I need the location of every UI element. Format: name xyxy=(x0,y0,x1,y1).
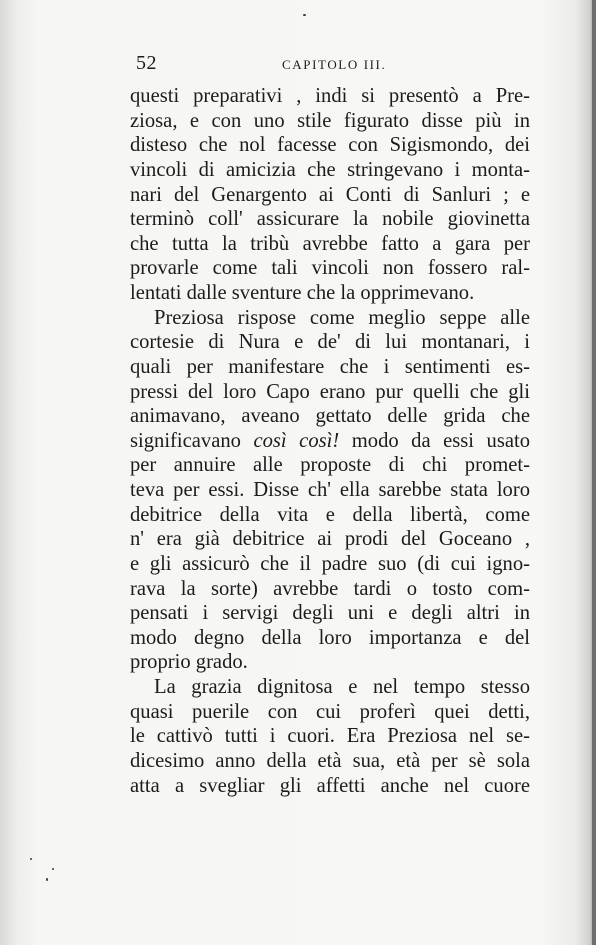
text-line: dicesimo anno della età sua, età per sè sola xyxy=(130,749,530,772)
text-line: per annuire alle proposte di chi promet- xyxy=(130,454,530,477)
paragraph-start-line: Preziosa rispose come meglio seppe alle xyxy=(154,306,530,329)
text-line: pressi del loro Capo erano pur quelli che gli xyxy=(130,380,530,403)
text-segment: modo da essi usato xyxy=(351,429,531,452)
text-line: quali per manifestare che i sentimenti es- xyxy=(130,355,530,378)
paper-speck xyxy=(30,858,32,860)
text-line: disteso che nol facesse con Sigismondo, dei xyxy=(130,134,530,157)
text-line: animavano, aveano gettato delle grida che xyxy=(130,405,530,428)
paper-speck xyxy=(52,868,54,870)
text-line: debitrice della vita e della libertà, come xyxy=(130,503,530,526)
text-line: lentati dalle sventure che la opprimevano. xyxy=(130,282,475,304)
text-segment: significavano xyxy=(130,429,241,452)
paragraph-start-line: La grazia dignitosa e nel tempo stesso xyxy=(154,676,530,698)
text-line: cortesie di Nura e de' di lui montanari, i xyxy=(130,331,530,354)
page-number: 52 xyxy=(136,52,157,74)
text-line-mixed xyxy=(130,429,530,454)
text-line: teva per essi. Disse ch' ella sarebbe stata loro xyxy=(130,479,530,501)
text-line: quasi puerile con cui proferì quei detti, xyxy=(130,700,530,723)
running-head: CAPITOLO III. xyxy=(282,57,387,72)
italic-phrase: così così! xyxy=(253,429,340,452)
text-line: provarle come tali vincoli non fossero ral- xyxy=(130,257,530,280)
text-line: e gli assicurò che il padre suo (di cui igno- xyxy=(130,552,530,575)
text-line: nari del Genargento ai Conti di Sanluri ; e xyxy=(130,183,530,206)
text-line: pensati i servigi degli uni e degli altri in xyxy=(130,602,530,625)
page-edge-shadow xyxy=(592,0,596,945)
text-line: le cattivò tutti i cuori. Era Preziosa nel se- xyxy=(130,725,530,748)
body-text xyxy=(130,84,530,798)
text-line: questi preparativi , indi si presentò a Pre- xyxy=(130,85,530,107)
text-line: rava la sorte) avrebbe tardi o tosto com- xyxy=(130,577,530,600)
text-line: che tutta la tribù avrebbe fatto a gara per xyxy=(130,232,530,255)
text-line: n' era già debitrice ai prodi del Goceano , xyxy=(130,528,530,551)
text-line: modo degno della loro importanza e del xyxy=(130,626,530,649)
paper-speck xyxy=(303,14,306,16)
text-line: proprio grado. xyxy=(130,651,248,674)
text-line: ziosa, e con uno stile figurato disse più in xyxy=(130,109,530,132)
paper-speck xyxy=(46,878,48,881)
page-header xyxy=(136,52,528,78)
text-line: atta a svegliar gli affetti anche nel cuore xyxy=(130,774,530,797)
text-line: vincoli di amicizia che stringevano i monta- xyxy=(130,158,530,181)
text-line: terminò coll' assicurare la nobile giovinetta xyxy=(130,208,530,231)
